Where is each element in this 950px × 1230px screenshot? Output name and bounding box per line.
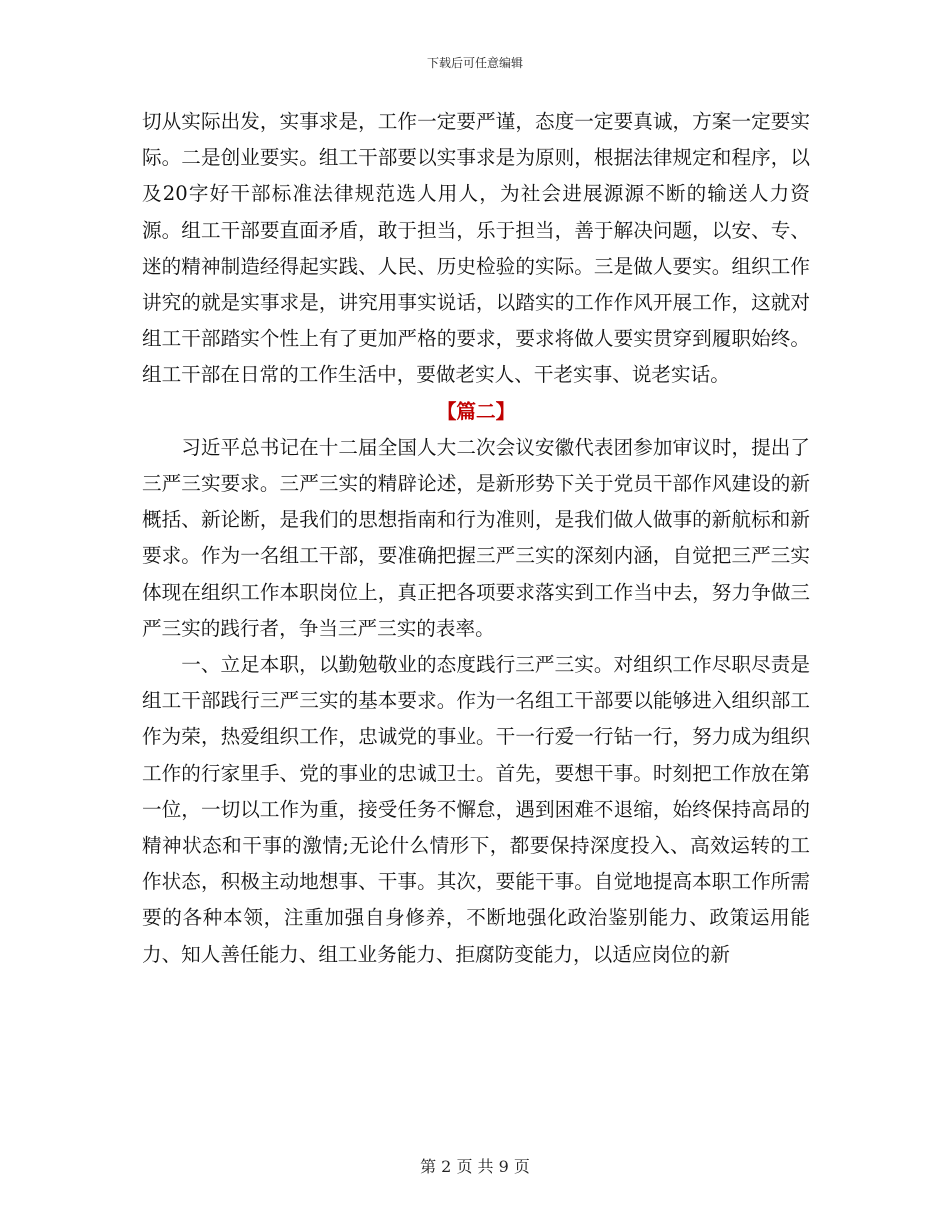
document-body <box>142 104 810 973</box>
body-paragraph: 习近平总书记在十二届全国人大二次会议安徽代表团参加审议时，提出了三严三实要求。三严三实的精辟论述，是新形势下关于党员干部作风建设的新概括、新论断，是我们的思想指南和行为准则，是我们做人做事的新航标和新要求。作为一名组工干部，要准确把握三严三实的深刻内涵，自觉把三严三实体现在组织工作本职岗位上，真正把各项要求落实到工作当中去，努力争做三严三实的践行者，争当三严三实的表率。 <box>142 435 810 640</box>
section-heading: 【篇二】 <box>436 399 516 423</box>
body-paragraph: 一、立足本职，以勤勉敬业的态度践行三严三实。对组织工作尽职尽责是组工干部践行三严三实的基本要求。作为一名组工干部要以能够进入组织部工作为荣，热爱组织工作，忠诚党的事业。干一行爱一行钻一行，努力成为组织工作的行家里手、党的事业的忠诚卫士。首先，要想干事。时刻把工作放在第一位，一切以工作为重，接受任务不懈怠，遇到困难不退缩，始终保持高昂的精神状态和干事的激情;无论什么情形下，都要保持深度投入、高效运转的工作状态，积极主动地想事、干事。其次，要能干事。自觉地提高本职工作所需要的各种本领，注重加强自身修养，不断地强化政治鉴别能力、政策运用能力、知人善任能力、组工业务能力、拒腐防变能力，以适应岗位的新 <box>142 653 810 966</box>
page-footer: 第 2 页 共 9 页 <box>420 1157 530 1176</box>
body-paragraph: 切从实际出发，实事求是，工作一定要严谨，态度一定要真诚，方案一定要实际。二是创业要实。组工干部要以实事求是为原则，根据法律规定和程序，以及20字好干部标准法律规范选人用人，为社会进展源源不断的输送人力资源。组工干部要直面矛盾，敢于担当，乐于担当，善于解决问题，以安、专、迷的精神制造经得起实践、人民、历史检验的实际。三是做人要实。组织工作讲究的就是实事求是，讲究用事实说话，以踏实的工作作风开展工作，这就对组工干部踏实个性上有了更加严格的要求，要求将做人要实贯穿到履职始终。组工干部在日常的工作生活中，要做老实人、干老实事、说老实话。 <box>142 110 810 387</box>
page-header: 下载后可任意编辑 <box>426 56 523 70</box>
